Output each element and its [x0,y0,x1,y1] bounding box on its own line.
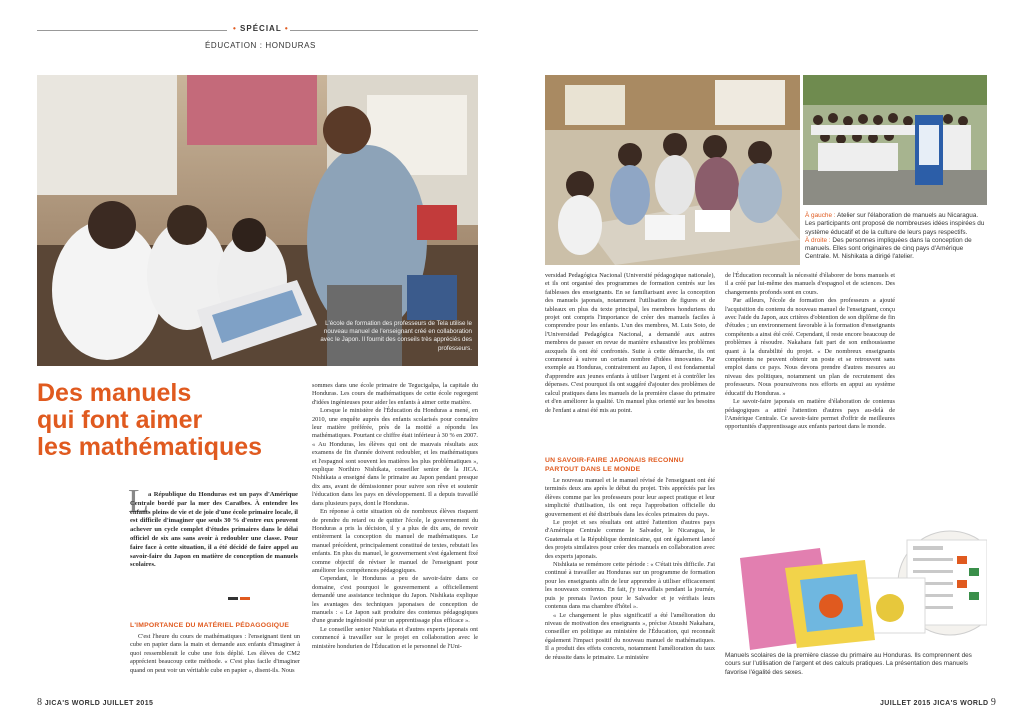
paragraph: Par ailleurs, l'école de formation des professeurs a ajouté l'acquisition du contenu du nouveau manuel de l'enseignant, conçu avec l'aide du Japon, aux critères d'obtention de son diplôme de fin d'études ; un environnement favorable à la formation d'enseignants compétents a ainsi été créé. Cependant, il reste encore beaucoup de problèmes à résoudre. Nakahara fait part de son enthousiasme quant à la durabilité du projet. « De nombreux enseignants compétents ne peuvent obtenir un poste et se retrouvent sans emploi dans ce pays. Nous devons prendre d'autres mesures au niveau des politiques, notamment un plan de recrutement des professeurs. Nous poursuivrons nos efforts en appui au système éducatif du Honduras. » [725,297,895,397]
footer-left: 8 JICA'S WORLD JUILLET 2015 [37,697,154,708]
paragraph: Cependant, le Honduras a peu de savoir-faire dans ce domaine, c'est pourquoi le gouvernement a officiellement demandé une assistance technique du Japon. Nishikata explique les avantages des techniques japonaises de conception de manuels : « Le Japon sait produire des contenus pédagogiques d'une grande ingéniosité pour un apprentissage plus efficace ». [312,575,478,625]
paragraph: de l'Éducation reconnaît la nécessité d'élaborer de bons manuels et il a créé par lui-même des manuels d'espagnol et de sciences. Des changements profonds sont en cours. [725,272,895,296]
main-photo-caption: L'école de formation des professeurs de Tela utilise le nouveau manuel de l'enseignant créé en collaboration avec le Japon. Il fournit des conseils très appréciés des professeurs. [320,320,472,352]
paragraph: Le savoir-faire japonais en matière d'élaboration de contenus pédagogiques a attiré l'attention d'autres pays au-delà de l'Amérique Centrale. Ce savoir-faire permet d'offrir de meilleures opportunités d'apprentissage aux enfants partout dans le monde. [725,398,895,431]
article-lead: a République du Honduras est un pays d'Amérique Centrale bordé par la mer des Caraïbes. À entendre les enfants pleins de vie et de joie d'une école primaire locale, il est difficile d'imaginer que seuls 30 % d'entre eux peuvent achever un cycle complet d'études primaires dans le délai officiel de six ans sans avoir à redoubler une classe. Pour faire face à cette situation, il a été décidé de faire appel au savoir-faire du Japon en matière de conception de manuels scolaires. [130,491,298,569]
footer-right: JUILLET 2015 JICA'S WORLD 9 [880,697,997,708]
deco-bar-accent [240,597,250,600]
paragraph: Le conseiller senior Nishikata et d'autres experts japonais ont commencé à travailler sur le projet en collaboration avec le ministère hondurien de l'Éducation et le personnel de l'Uni- [312,625,478,650]
group-photo [803,75,987,205]
column-4 [725,272,895,432]
column-3-continued [545,477,715,662]
right-photos-caption: À gauche : Atelier sur l'élaboration de manuels au Nicaragua. Les participants ont proposé de nombreuses idées inspirées du système éducatif et de la culture de leurs pays respectifs. À droite : Des personnes impliquées dans la conception de manuels. Elles sont originaires de cinq pays d'Amérique Centrale. M. Nishikata a dirigé l'atelier. [805,212,985,261]
article-title: Des manuels qui font aimer les mathématiques [37,379,263,461]
textbooks-photo [725,528,987,650]
drop-cap: L [128,483,149,520]
section-label: ÉDUCATION : HONDURAS [205,41,316,50]
paragraph: Le projet et ses résultats ont attiré l'attention d'autres pays d'Amérique Centrale comme le Salvador, le Nicaragua, le Guatemala et la République dominicaine, qui ont également lancé des projets similaires pour créer des manuels en collaboration avec des experts japonais. [545,519,715,560]
deco-bar-dark [228,597,238,600]
paragraph: En réponse à cette situation où de nombreux élèves risquent de prendre du retard ou de quitter l'école, le gouvernement du Honduras a pris la décision, il y a plus de dix ans, de revoir entièrement la conception du manuel de mathématiques. Le manuel précédent, principalement constitué de textes, rebutait les enfants. En plus du manuel, le gouvernement s'est également fixé comme objectif de réviser le manuel de l'enseignant pour améliorer les compétences pédagogiques. [312,508,478,574]
paragraph: versidad Pedagógica Nacional (Université pédagogique nationale), et ils ont organisé des programmes de formation centrés sur les faiblesses des enseignants. En se familiarisant avec la conception des manuels japonais, notamment l'utilisation de figures et de tableaux en plus du texte principal, les membres honduriens du projet ont compris l'importance de créer des manuels faciles à comprendre pour les enfants. L'un des membres, M. Luis Soto, de l'Universidad Pedagógica Nacional, a demandé aux autres membres de passer en revue de manière exhaustive les problèmes auxquels ils ont été confrontés. Suite à cette démarche, ils ont commencé à suivre un certain nombre d'idées innovantes. Par exemple au Honduras, contrairement au Japon, il est fondamental d'apprendre aux jeunes enfants à utiliser l'argent et à contrôler les dépenses. C'est pourquoi ils ont suggéré d'ajouter des problèmes de calcul pratiques dans les manuels de la première classe du primaire et d'en améliorer la qualité. Un manuel plus orienté sur les besoins de l'enfant a ainsi été mis au point. [545,272,715,414]
column-2 [312,382,478,651]
column-3 [545,272,715,415]
header-rule-left [37,30,227,31]
special-label: • SPÉCIAL • [233,24,289,33]
paragraph: Lorsque le ministère de l'Éducation du Honduras a mené, en 2010, une enquête auprès des enfants scolarisés pour connaître leur matière préférée, près de la moitié a répondu les mathématiques. Pourtant ce chiffre était inférieur à 30 % en 2007. « Au Honduras, les élèves qui ont de mauvais résultats aux examens de fin d'année doivent redoubler, et les mathématiques et l'espagnol sont souvent les matières les plus problématiques », explique Norihiro Nishikata, conseiller senior de la JICA. Nishikata a enseigné dans le primaire au Japon pendant presque dix ans, avant de démissionner pour suivre son rêve et soutenir l'éducation dans les pays en développement. Il a depuis travaillé dans plusieurs pays, dont le Honduras. [312,407,478,507]
paragraph: Nishikata se remémore cette période : « C'était très difficile. J'ai continué à travailler au Honduras sur un programme de formation pour les enseignants afin de leur apprendre à utiliser efficacement les nouveaux contenus. En fait, j'y travaillais pendant la journée, puis je prenais l'avion pour le Salvador et je vérifiais leurs contenus dans ma chambre d'hôtel ». [545,561,715,611]
subhead-savoir-faire: UN SAVOIR-FAIRE JAPONAIS RECONNU PARTOUT DANS LE MONDE [545,457,684,473]
paragraph: C'est l'heure du cours de mathématiques : l'enseignant tient un cube en papier dans la main et demande aux enfants d'imaginer à quoi ressemblerait le cube une fois déplié. Les élèves de CM2 apprécient beaucoup cette méthode. « C'est plus facile d'imaginer quand on peut voir un véritable cube en papier », disent-ils. Nous [130,633,300,674]
paragraph: sommes dans une école primaire de Tegucigalpa, la capitale du Honduras. Les cours de mathématiques de cette école regorgent d'idées ingénieuses pour aider les enfants à aimer cette matière. [312,382,478,406]
subhead-materiel: L'IMPORTANCE DU MATÉRIEL PÉDAGOGIQUE [130,622,290,629]
textbooks-caption: Manuels scolaires de la première classe du primaire au Honduras. Ils comprennent des cours sur l'utilisation de l'argent et des calculs pratiques. La présentation des manuels favorise l'égalité des sexes. [725,652,972,676]
header-rule-right [290,30,478,31]
column-1 [130,633,300,675]
paragraph: « Le changement le plus significatif a été l'amélioration du niveau de motivation des enseignants », précise Atsushi Nakahara, conseiller en politique au ministère de l'Éducation, qui reconnaît également l'impact positif du nouveau manuel de mathématiques. Il a produit des effets concrets, notamment l'amélioration du taux de réussite dans le primaire. Le ministère [545,611,715,661]
workshop-photo [545,75,800,265]
paragraph: Le nouveau manuel et le manuel révisé de l'enseignant ont été terminés deux ans après le début du projet. Très appréciés par les élèves comme par les professeurs pour leur aspect pratique et leur simplicité d'utilisation, ils ont reçu l'approbation officielle du gouvernement et été distribués dans les écoles primaires du pays. [545,477,715,518]
